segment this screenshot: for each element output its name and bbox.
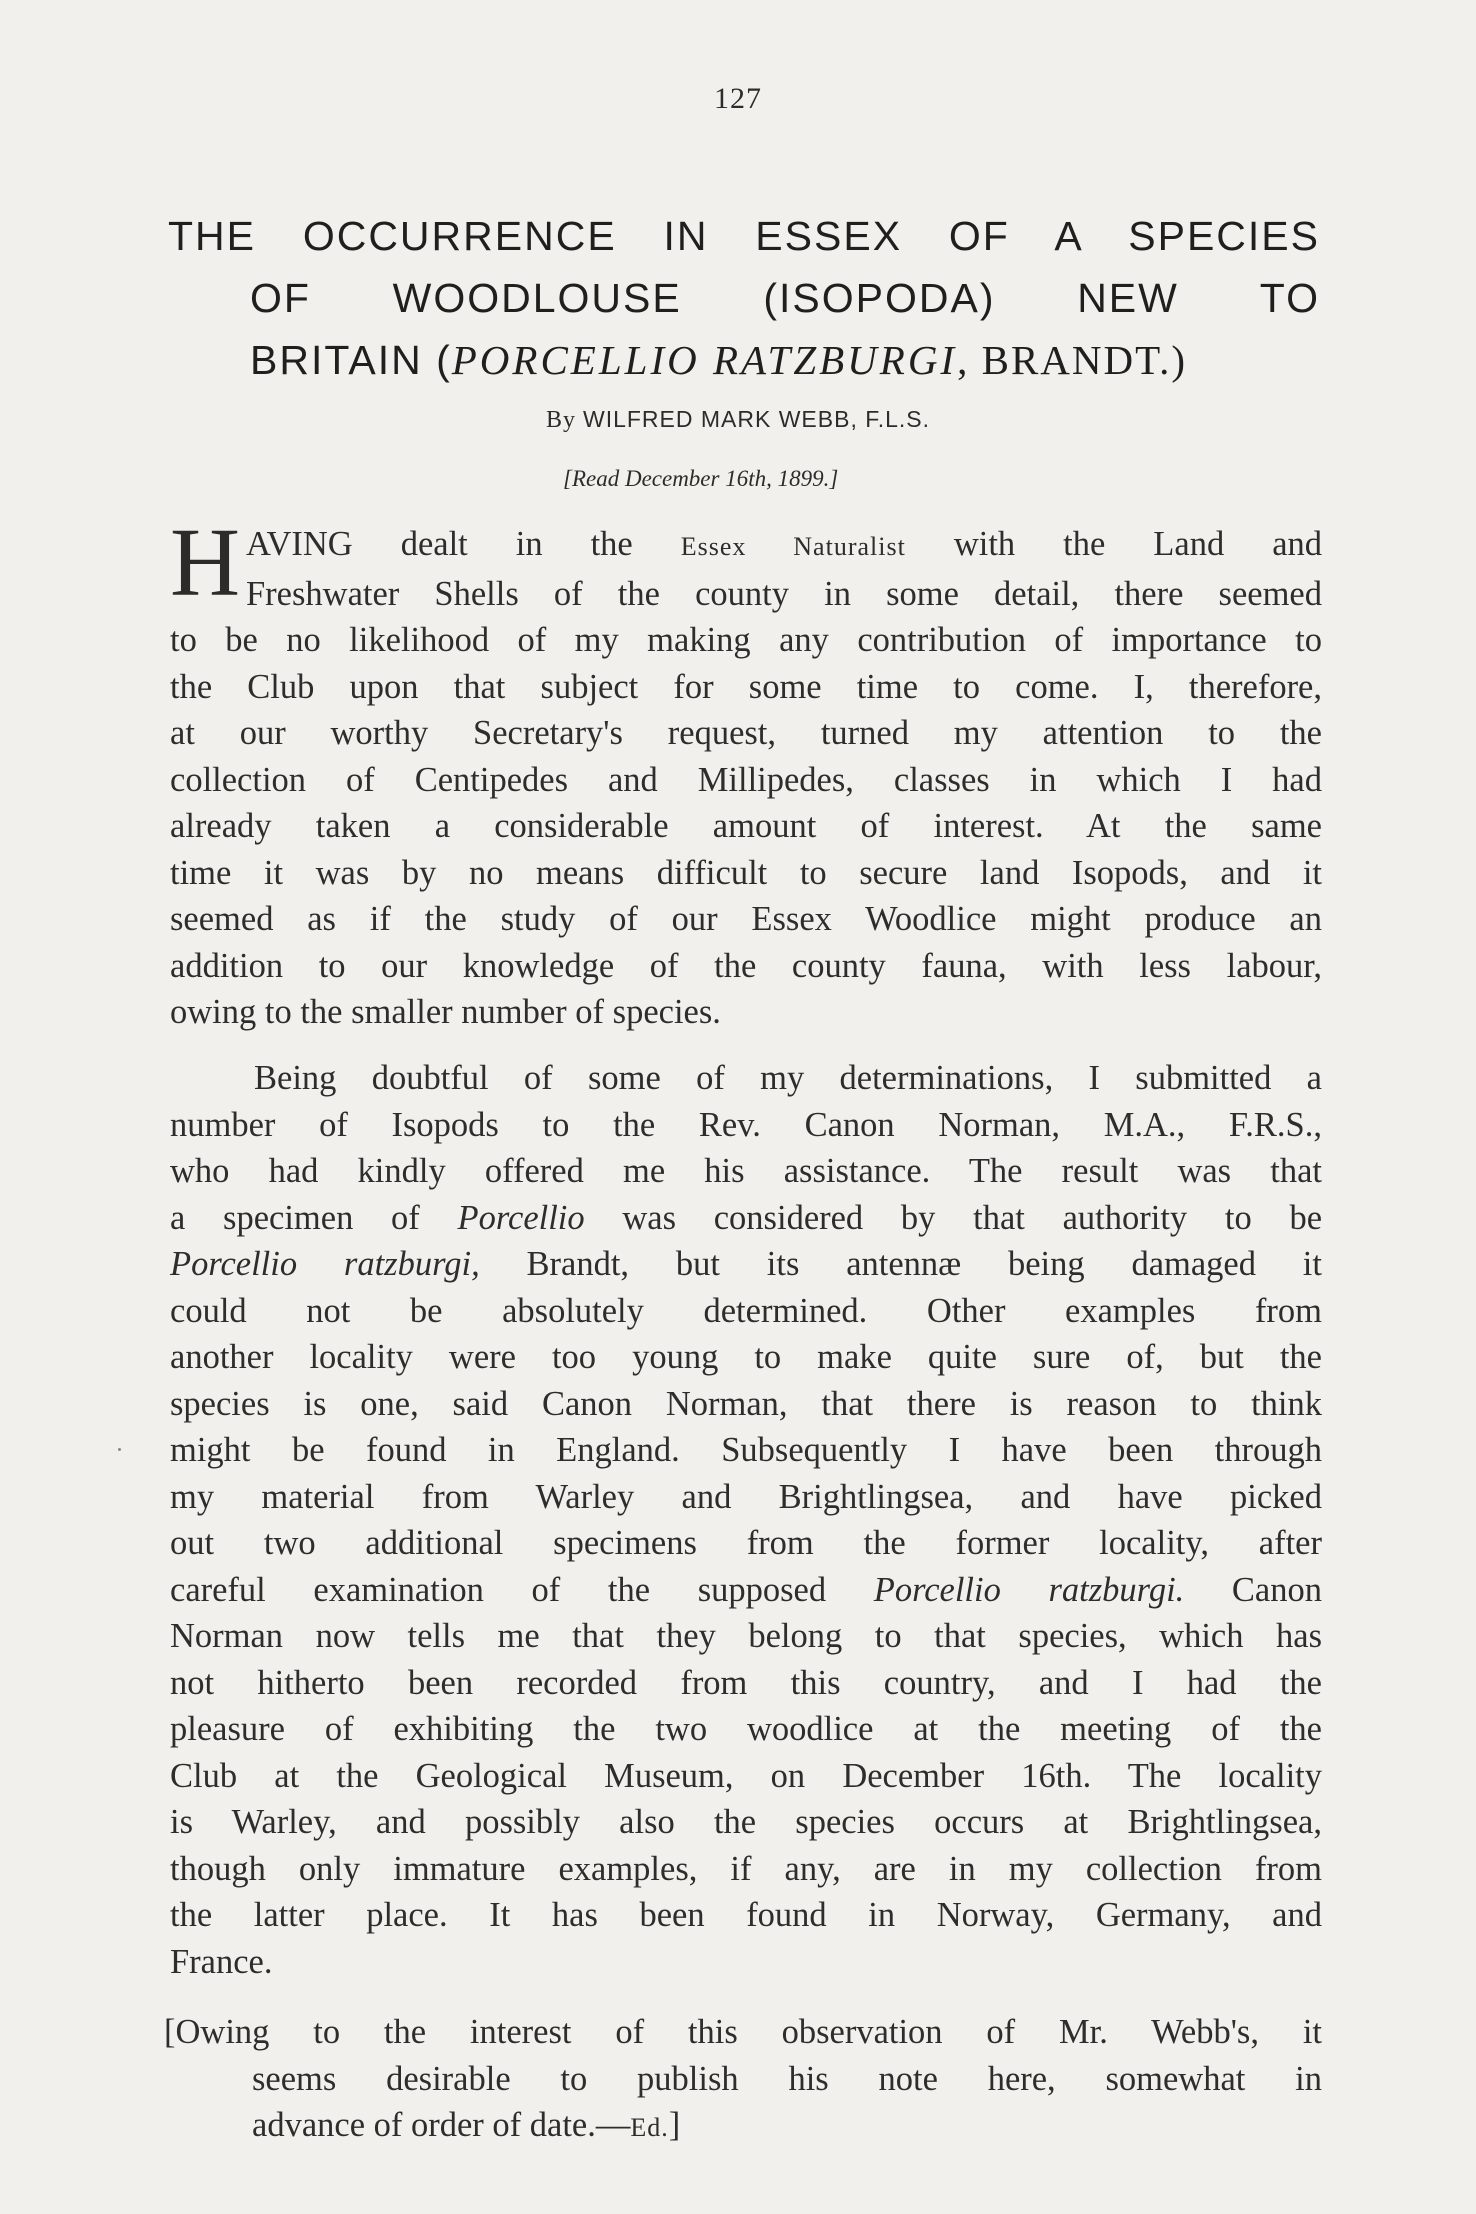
text-line: addition to our knowledge of the county fauna, with less labour, (170, 946, 1322, 985)
text-line: another locality were too young to make quite sure of, but the (170, 1338, 1322, 1376)
text-line: my material from Warley and Brightlingsea, and have picked (170, 1477, 1322, 1516)
text-line: at our worthy Secretary's request, turned my attention to the (170, 714, 1322, 752)
text-line: is Warley, and possibly also the species occurs at Brightlingsea, (170, 1803, 1322, 1841)
text-line: Being doubtful of some of my determinations, I submitted a (254, 1059, 1322, 1097)
text-line: pleasure of exhibiting the two woodlice at the meeting of the (170, 1710, 1322, 1748)
text-span: careful examination of the supposed (170, 1570, 874, 1609)
text-line: who had kindly offered me his assistance. The result was that (170, 1152, 1322, 1190)
species-name: Porcellio ratzburgi, (170, 1245, 480, 1283)
text-span: advance of order of date.— (252, 2106, 631, 2144)
text-line: Freshwater Shells of the county in some detail, there seemed (246, 574, 1322, 613)
text-line: owing to the smaller number of species. (170, 993, 721, 1031)
read-date-note: [Read December 16th, 1899.] (563, 466, 839, 491)
text-line: seems desirable to publish his note here, somewhat in (252, 2059, 1322, 2098)
text-line: collection of Centipedes and Millipedes, classes in which I had (170, 760, 1322, 799)
text-line: [Owing to the interest of this observation of Mr. Webb's, it (164, 2013, 1322, 2051)
journal-name: Essex Naturalist (680, 532, 906, 561)
text-span: with the Land and (905, 525, 1323, 563)
editor-abbrev: Ed. (630, 2113, 669, 2142)
title-line-1: THE OCCURRENCE IN ESSEX OF A SPECIES (168, 213, 1320, 259)
text-line: to be no likelihood of my making any contribution of importance to (170, 621, 1322, 659)
text-line: already taken a considerable amount of interest. At the same (170, 807, 1322, 845)
text-line: number of Isopods to the Rev. Canon Norman, M.A., F.R.S., (170, 1105, 1322, 1144)
text-line (170, 521, 1322, 571)
byline (0, 406, 1476, 434)
paragraph-2 (170, 1055, 1322, 1985)
author-name: WILFRED MARK WEBB, F.L.S. (582, 406, 931, 432)
drop-cap: H (170, 509, 241, 616)
paper-speck (118, 1448, 121, 1451)
text-line: out two additional specimens from the former locality, after (170, 1524, 1322, 1562)
text-line: though only immature examples, if any, are in my collection from (170, 1849, 1322, 1888)
text-line (170, 2102, 1322, 2152)
page-number: 127 (714, 82, 762, 115)
text-span: Brandt, but its antennæ being damaged it (479, 1245, 1322, 1283)
text-line: might be found in England. Subsequently I have been through (170, 1431, 1322, 1469)
text-line: Club at the Geological Museum, on December 16th. The locality (170, 1756, 1322, 1795)
text-span: Canon (1184, 1570, 1322, 1609)
genus-name: Porcellio (457, 1198, 585, 1237)
text-line (170, 1567, 1322, 1614)
article-title (168, 205, 1320, 391)
text-span: a specimen of (170, 1198, 458, 1237)
title-line-3-suffix: , BRANDT.) (957, 337, 1188, 383)
text-line: time it was by no means difficult to secure land Isopods, and it (170, 853, 1322, 892)
text-line: France. (170, 1942, 273, 1981)
text-span: ] (668, 2106, 681, 2144)
text-line: Norman now tells me that they belong to that species, which has (170, 1617, 1322, 1655)
title-species-name: PORCELLIO RATZBURGI (451, 337, 958, 383)
text-line: could not be absolutely determined. Other examples from (170, 1291, 1322, 1330)
paragraph-1 (170, 509, 1323, 1036)
species-name: Porcellio ratzburgi. (873, 1570, 1185, 1609)
text-line (170, 1241, 1322, 1288)
title-line-3 (168, 329, 1320, 391)
text-line: the latter place. It has been found in Norway, Germany, and (170, 1896, 1322, 1934)
title-line-3-prefix: BRITAIN ( (250, 337, 452, 383)
title-line-2: OF WOODLOUSE (ISOPODA) NEW TO (250, 275, 1320, 321)
text-span: AVING dealt in the (246, 525, 681, 563)
text-line: the Club upon that subject for some time to come. I, therefore, (170, 667, 1322, 706)
byline-by: By (545, 407, 576, 433)
text-line: species is one, said Canon Norman, that there is reason to think (170, 1384, 1322, 1423)
editor-note (164, 2009, 1322, 2152)
text-line: seemed as if the study of our Essex Woodlice might produce an (170, 900, 1322, 938)
text-span: was considered by that authority to be (584, 1198, 1323, 1237)
text-line: not hitherto been recorded from this country, and I had the (170, 1663, 1322, 1702)
text-line (170, 1195, 1322, 1242)
